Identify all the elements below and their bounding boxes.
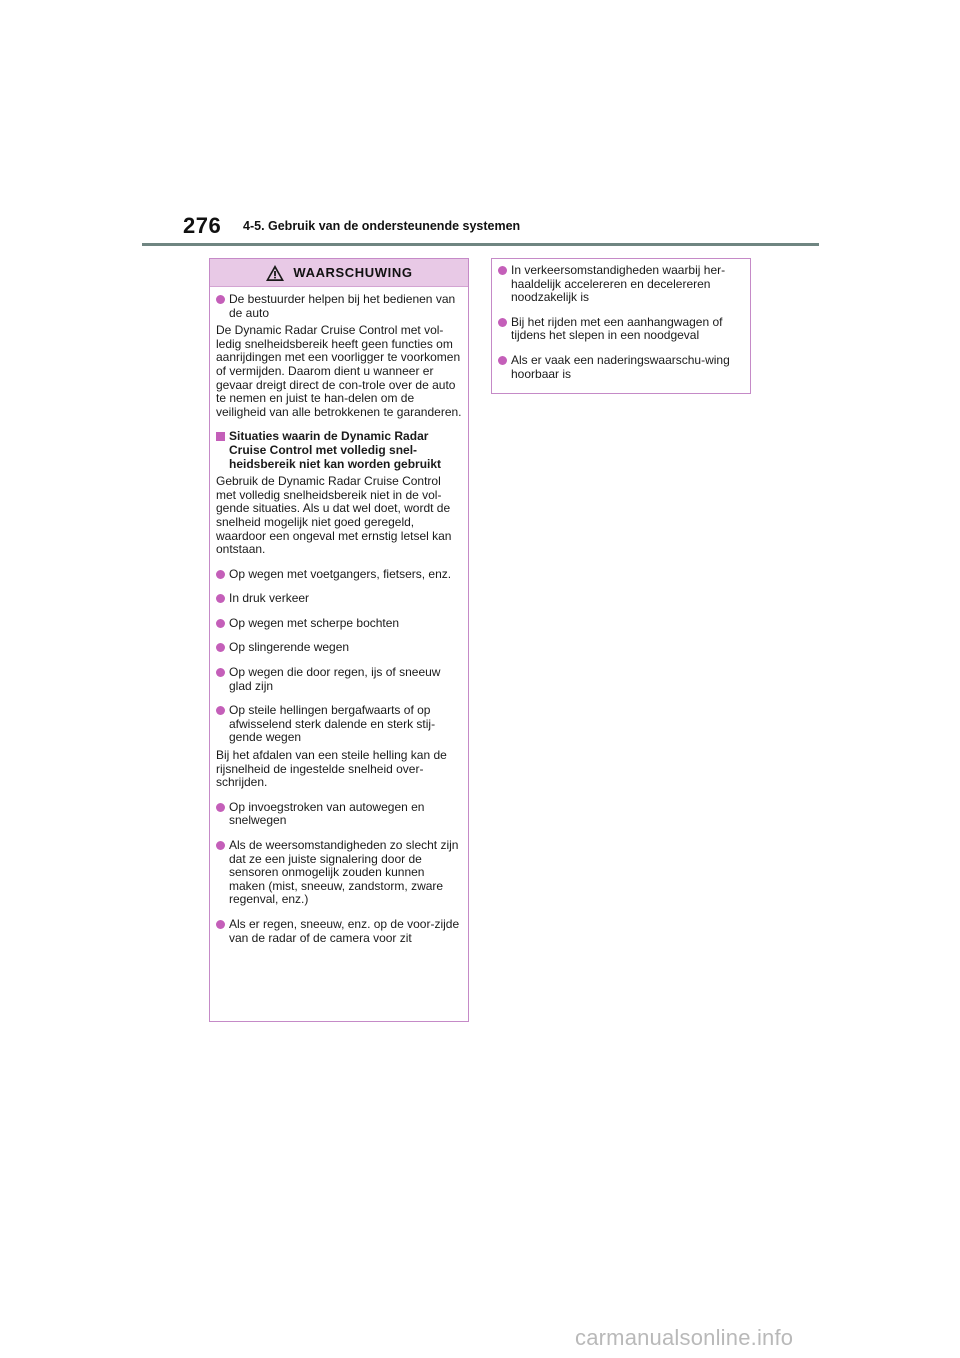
section-title: 4-5. Gebruik van de ondersteunende systemen (243, 219, 521, 233)
bullet-icon (498, 318, 507, 327)
bullet-icon (216, 920, 225, 929)
page-number: 276 (183, 213, 222, 238)
warning-box-right (491, 258, 751, 394)
bullet-icon (216, 706, 225, 715)
bullet-icon (216, 619, 225, 628)
list-item (216, 568, 462, 582)
list-item (498, 316, 744, 343)
list-item (498, 264, 744, 305)
bullet-icon (216, 570, 225, 579)
list-item-text: Bij het rijden met een aanhangwagen of tijdens het slepen in een noodgeval (511, 314, 723, 343)
warning-box-left (209, 258, 469, 1022)
paragraph: De Dynamic Radar Cruise Control met vol-ledig snelheidsbereik heeft geen functies om aanrijdingen met een voorligger te voorkomen of vermijden. Daarom dient u wanneer er gevaar dreigt direct de con-trole over de auto te nemen en juist te han-delen om de veiligheid van alle betrokkenen te garanderen. (216, 323, 462, 419)
list-item (216, 293, 462, 320)
list-item-text: Als er regen, sneeuw, enz. op de voor-zijde van de radar of de camera voor zit (229, 916, 460, 945)
bullet-icon (498, 266, 507, 275)
bullet-icon (216, 841, 225, 850)
list-item-text: Als er vaak een naderingswaarschu-wing hoorbaar is (511, 352, 730, 381)
warning-triangle-icon (265, 264, 285, 282)
list-item (216, 592, 462, 606)
list-item (216, 918, 462, 945)
list-item-text: Op wegen met scherpe bochten (229, 615, 400, 630)
subheading-text: Situaties waarin de Dynamic Radar Cruise Control met volledig snel-heidsbereik niet kan worden gebruikt (229, 429, 442, 471)
subheading (216, 430, 462, 471)
bullet-icon (216, 668, 225, 677)
paragraph: Bij het afdalen van een steile helling kan de rijsnelheid de ingestelde snelheid over-schrijden. (216, 748, 447, 790)
list-item-text: In verkeersomstandigheden waarbij her-haaldelijk accelereren en decelereren noodzakelijk is (511, 263, 726, 305)
list-item (216, 666, 462, 693)
warning-header (210, 259, 468, 287)
paragraph: Gebruik de Dynamic Radar Cruise Control met volledig snelheidsbereik niet in de vol-gende situaties. Als u dat wel doet, wordt de snelheid mogelijk niet goed geregeld, waardoor een ongeval met ernstig letsel kan ontstaan. (216, 474, 452, 557)
bullet-icon (216, 803, 225, 812)
list-item-text: De bestuurder helpen bij het bedienen van de auto (229, 292, 456, 320)
header-divider (142, 243, 819, 246)
bullet-icon (498, 356, 507, 365)
warning-title: WAARSCHUWING (293, 265, 413, 280)
list-item (216, 801, 462, 828)
bullet-icon (216, 643, 225, 652)
watermark: carmanualsonline.info (575, 1325, 794, 1350)
list-item (216, 641, 462, 655)
bullet-icon (216, 594, 225, 603)
list-item (216, 704, 462, 745)
list-item-text: In druk verkeer (229, 591, 310, 606)
square-bullet-icon (216, 432, 225, 441)
list-item (216, 839, 462, 907)
list-item (498, 354, 744, 381)
list-item-text: Op slingerende wegen (229, 640, 350, 655)
bullet-icon (216, 295, 225, 304)
list-item-text: Op steile hellingen bergafwaarts of op afwisselend sterk dalende en sterk stij-gende wegen (229, 703, 436, 745)
warning-content (492, 259, 750, 381)
list-item-text: Als de weersomstandigheden zo slecht zijn dat ze een juiste signalering door de sensoren onmogelijk zouden kunnen maken (mist, sneeuw, zandstorm, zware regenval, enz.) (229, 838, 459, 907)
list-item-text: Op wegen die door regen, ijs of sneeuw glad zijn (229, 665, 441, 693)
list-item-text: Op wegen met voetgangers, fietsers, enz. (229, 566, 452, 581)
list-item-text: Op invoegstroken van autowegen en snelwegen (229, 799, 425, 828)
warning-content (210, 287, 468, 945)
list-item (216, 617, 462, 631)
